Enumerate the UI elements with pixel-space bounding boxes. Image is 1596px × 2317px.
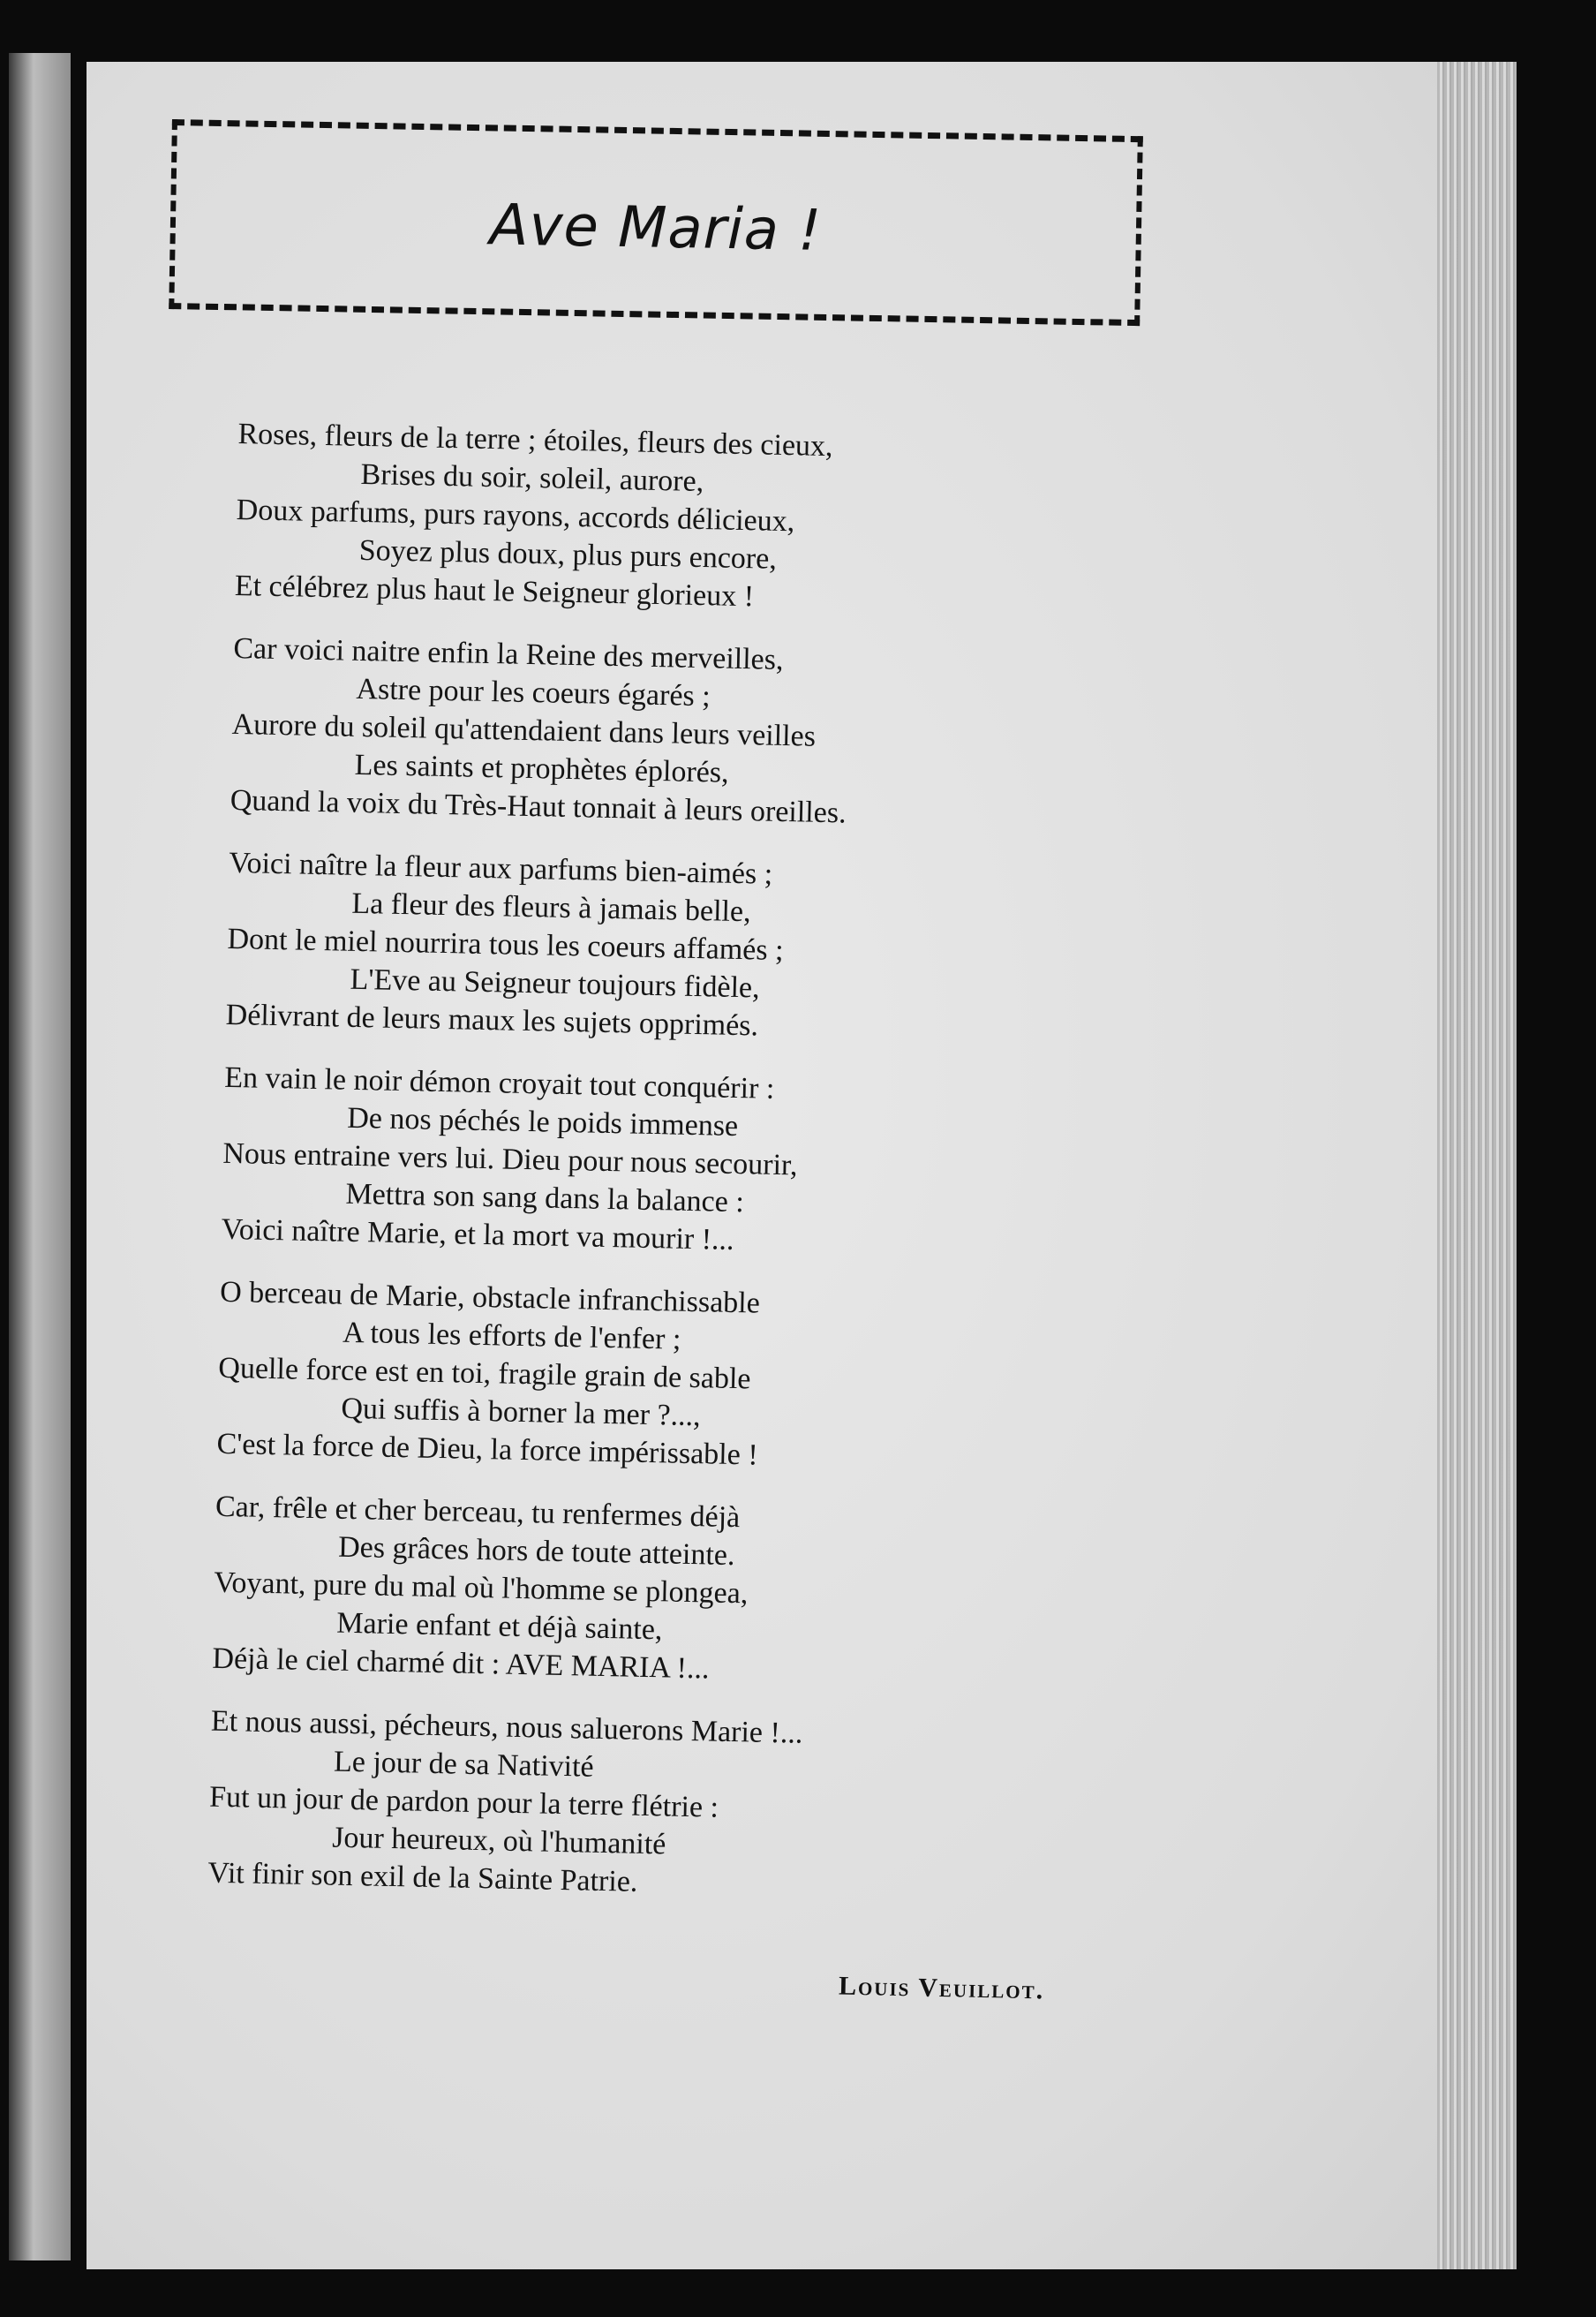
stanza <box>207 1702 1094 1911</box>
stanza <box>225 844 1111 1053</box>
poem-line: Roses, fleurs de la terre ; étoiles, fleurs des cieux, <box>237 417 833 464</box>
poem-line: Soyez plus doux, plus purs encore, <box>358 533 778 576</box>
poem-body <box>207 415 1120 1936</box>
stanza <box>216 1273 1103 1482</box>
poem-line: Marie enfant et déjà sainte, <box>335 1606 663 1647</box>
stanza <box>212 1488 1098 1696</box>
poem-line: Voici naître Marie, et la mort va mourir !... <box>221 1212 734 1257</box>
stanza <box>234 415 1120 623</box>
poem-line: Car voici naitre enfin la Reine des merveilles, <box>233 631 784 676</box>
poem-line: Déjà le ciel charmé dit : AVE MARIA !... <box>212 1642 710 1686</box>
poem-line: Jour heureux, où l'humanité <box>331 1821 666 1861</box>
poem-line: Quelle force est en toi, fragile grain de sable <box>218 1351 751 1396</box>
poem-line: Qui suffis à borner la mer ?..., <box>341 1392 702 1433</box>
poem-line: O berceau de Marie, obstacle infranchissable <box>219 1275 761 1320</box>
poem-line: Doux parfums, purs rayons, accords délicieux, <box>236 493 795 539</box>
poem-line: De nos péchés le poids immense <box>346 1101 739 1143</box>
poem-line: A tous les efforts de l'enfer ; <box>342 1316 681 1356</box>
poem-title: Ave Maria ! <box>489 192 823 264</box>
poem-line: La fleur des fleurs à jamais belle, <box>351 887 751 929</box>
poem-line: Voici naître la fleur aux parfums bien-aimés ; <box>228 846 773 891</box>
poem-line: Mettra son sang dans la balance : <box>345 1177 745 1219</box>
poem-line: Nous entraine vers lui. Dieu pour nous secourir, <box>222 1136 798 1182</box>
poem-line: Brises du soir, soleil, aurore, <box>360 457 704 499</box>
poem-line: Et célébrez plus haut le Seigneur glorieux ! <box>234 569 755 614</box>
stanza <box>221 1059 1107 1267</box>
poem-line: C'est la force de Dieu, la force impérissable ! <box>216 1427 759 1472</box>
poem-line: Vit finir son exil de la Sainte Patrie. <box>207 1856 638 1898</box>
poem-line: Fut un jour de pardon pour la terre flétrie : <box>208 1780 719 1824</box>
facing-page-edge <box>9 53 71 2260</box>
poem-line: Voyant, pure du mal où l'homme se plongea, <box>213 1566 749 1611</box>
poem-line: Délivrant de leurs maux les sujets opprimés. <box>225 998 759 1043</box>
stanza <box>230 630 1116 838</box>
poem-line: Quand la voix du Très-Haut tonnait à leurs oreilles. <box>230 783 847 830</box>
poem-line: Les saints et prophètes éplorés, <box>354 748 729 789</box>
poem-line: Et nous aussi, pécheurs, nous saluerons Marie !... <box>210 1704 803 1750</box>
poem-line: Dont le miel nourrira tous les coeurs affamés ; <box>227 922 784 968</box>
poem-line: Astre pour les coeurs égarés ; <box>356 672 711 713</box>
page-stack-edges <box>1437 62 1517 2269</box>
author-signature: Louis Veuillot. <box>838 1971 1045 2005</box>
poem-line: L'Eve au Seigneur toujours fidèle, <box>350 962 760 1005</box>
poem-line: Aurore du soleil qu'attendaient dans leurs veilles <box>231 707 817 753</box>
poem-line: Car, frêle et cher berceau, tu renfermes déjà <box>215 1490 741 1535</box>
poem-line: En vain le noir démon croyait tout conquérir : <box>223 1060 775 1106</box>
poem-line: Des grâces hors de toute atteinte. <box>337 1530 735 1573</box>
title-frame <box>169 119 1143 326</box>
poem-line: Le jour de sa Nativité <box>333 1745 594 1784</box>
